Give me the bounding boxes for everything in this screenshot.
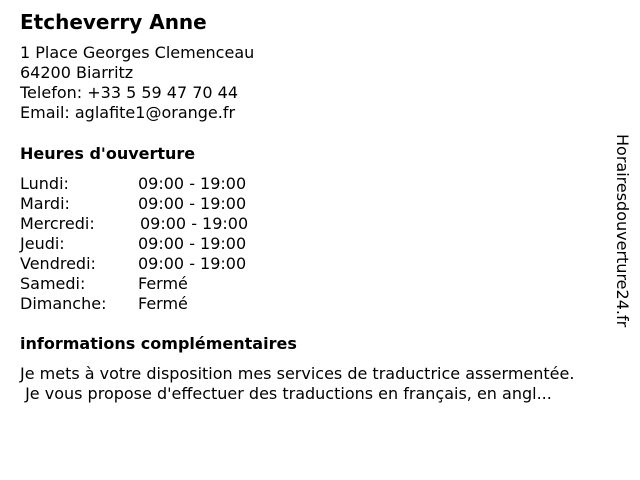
address-line-street: 1 Place Georges Clemenceau [20,43,255,62]
phone-number: Telefon: +33 5 59 47 70 44 [20,83,239,102]
opening-hours-heading: Heures d'ouverture [20,144,196,163]
hours-value: 09:00 - 19:00 [138,194,247,213]
additional-info-line: Je mets à votre disposition mes services de traductrice assermentée. [20,364,575,383]
additional-info-text [20,364,574,404]
day-label: Mardi: [20,194,70,213]
address-line-city: 64200 Biarritz [20,63,134,82]
hours-value: 09:00 - 19:00 [138,234,247,253]
additional-info-heading: informations complémentaires [20,334,297,353]
hours-value: 09:00 - 19:00 [138,174,247,193]
additional-info-line: Je vous propose d'effectuer des traductions en français, en angl... [20,384,552,403]
hours-value: Fermé [138,294,188,313]
day-label: Vendredi: [20,254,96,273]
hours-value: 09:00 - 19:00 [140,214,249,233]
day-label: Lundi: [20,174,69,193]
day-label: Mercredi: [20,214,95,233]
hours-value: 09:00 - 19:00 [138,254,247,273]
day-label: Dimanche: [20,294,107,313]
day-label: Samedi: [20,274,86,293]
contact-block [20,43,254,123]
email-address: Email: aglafite1@orange.fr [20,103,236,122]
hours-value: Fermé [138,274,188,293]
business-name: Etcheverry Anne [20,10,207,34]
day-label: Jeudi: [20,234,65,253]
site-watermark: Horairesdouverture24.fr [613,134,632,328]
